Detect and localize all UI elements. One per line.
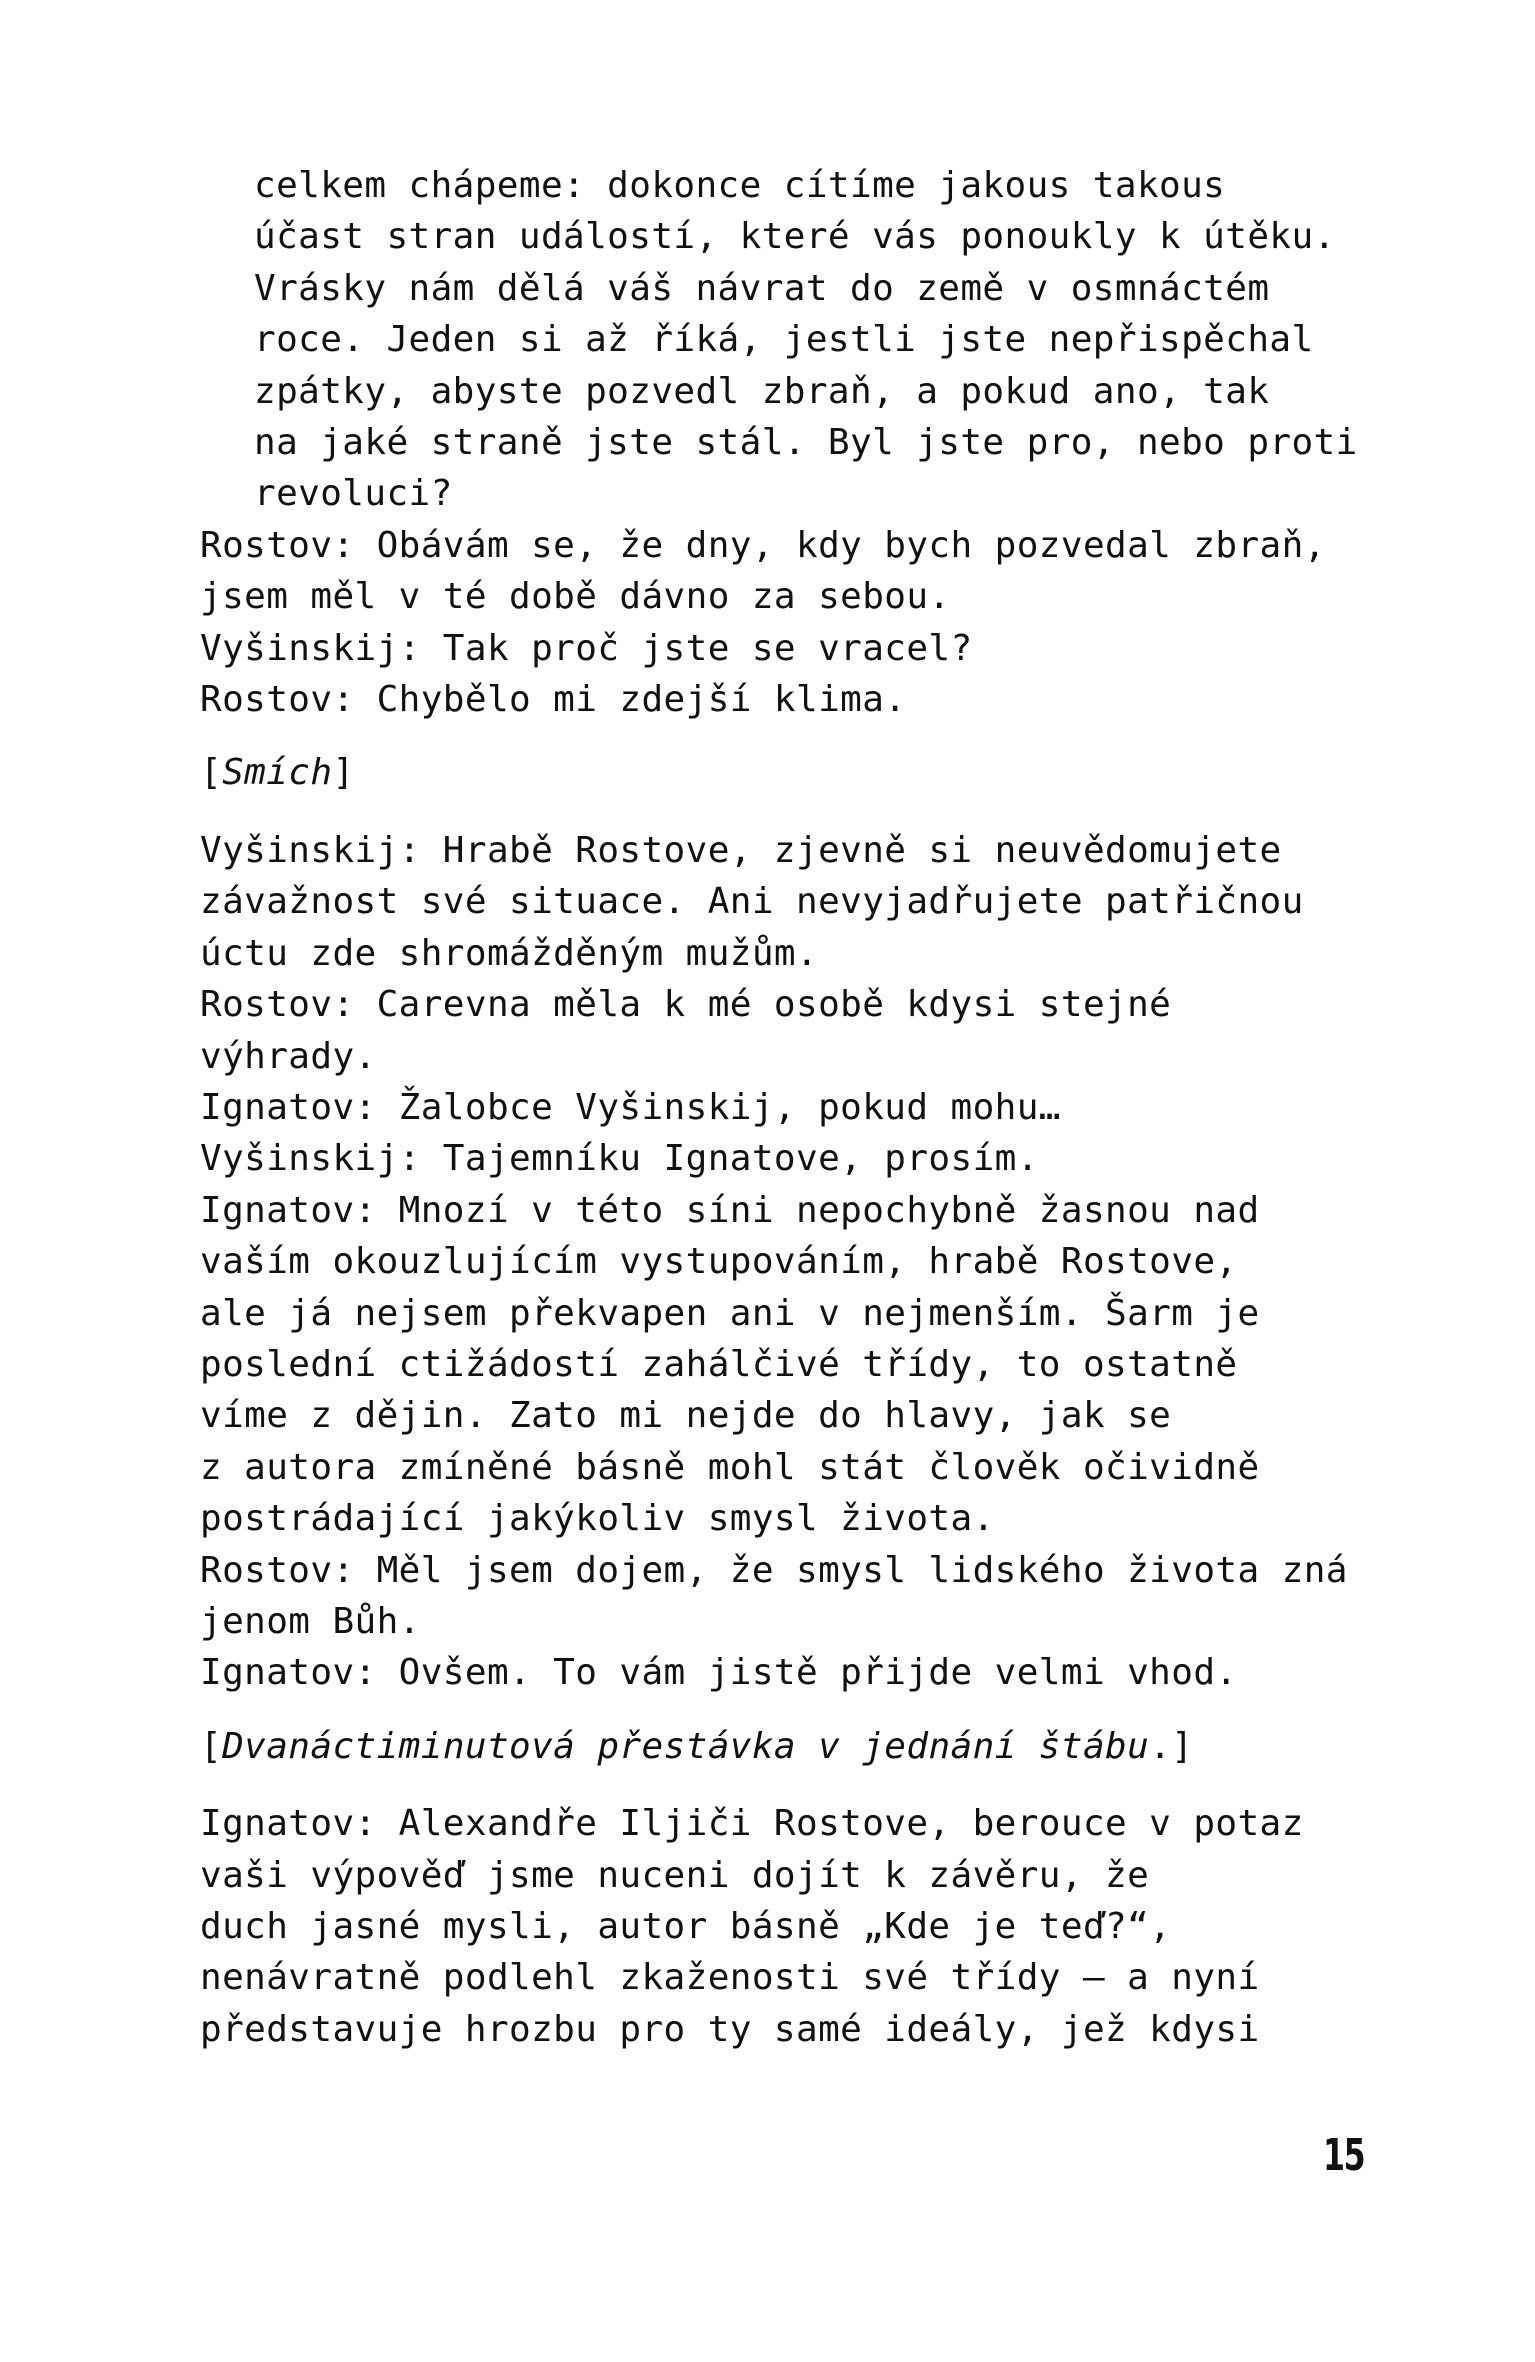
speech-line: duch jasné mysli, autor básně „Kde je teď?“, <box>200 1906 1172 1947</box>
speech-line: poslední ctižádostí zahálčivé třídy, to ostatně <box>200 1343 1238 1385</box>
speech-line: vaši výpověď jsme nuceni dojít k závěru, že <box>200 1854 1150 1896</box>
speech-line: jsem měl v té době dávno za sebou. <box>200 576 951 618</box>
speech-first-line: Rostov: Měl jsem dojem, že smysl lidského života zná <box>200 1549 1348 1591</box>
speech-vysinskij <box>200 623 1380 674</box>
text-line: účast stran událostí, které vás ponoukly k útěku. <box>254 216 1336 258</box>
text-line: celkem chápeme: dokonce cítíme jakous takous <box>254 165 1226 206</box>
bracket-close: .] <box>1149 1725 1194 1767</box>
speech-line: ale já nejsem překvapen ani v nejmenším. Šarm je <box>200 1292 1260 1334</box>
speech-rostov <box>200 979 1380 1082</box>
speech-line: představuje hrozbu pro ty samé ideály, jež kdysi <box>200 2008 1260 2050</box>
speech-ignatov <box>200 1798 1380 2055</box>
text-line: zpátky, abyste pozvedl zbraň, a pokud ano, tak <box>254 370 1270 412</box>
stage-direction-text: Smích <box>222 752 333 794</box>
speech-ignatov <box>200 1647 1380 1698</box>
speech-vysinskij <box>200 825 1380 979</box>
speech-first-line: Ignatov: Alexandře Iljiči Rostove, berouce v potaz <box>200 1803 1304 1845</box>
speech-line: víme z dějin. Zato mi nejde do hlavy, jak se <box>200 1395 1172 1437</box>
speech-line: úctu zde shromážděným mužům. <box>200 932 819 974</box>
speech-vysinskij <box>200 1133 1380 1184</box>
speech-first-line: Rostov: Obávám se, že dny, kdy bych pozvedal zbraň, <box>200 524 1326 566</box>
speech-ignatov <box>200 1185 1380 1545</box>
text-line: na jaké straně jste stál. Byl jste pro, nebo proti <box>254 422 1358 464</box>
speech-line: vaším okouzlujícím vystupováním, hrabě Rostove, <box>200 1241 1238 1283</box>
stage-direction <box>200 1721 1380 1772</box>
speech-first-line: Vyšinskij: Hrabě Rostove, zjevně si neuvědomujete <box>200 829 1282 871</box>
bracket-open: [ <box>200 1725 223 1767</box>
speech-line: z autora zmíněné básně mohl stát člověk očividně <box>200 1446 1260 1488</box>
speech-rostov <box>200 1545 1380 1648</box>
stage-direction <box>200 747 1380 798</box>
text-line: roce. Jeden si až říká, jestli jste nepřispěchal <box>254 319 1314 361</box>
speech-line: postrádající jakýkoliv smysl života. <box>200 1498 995 1540</box>
speech-first-line: Ignatov: Ovšem. To vám jistě přijde velmi vhod. <box>200 1652 1238 1694</box>
speech-ignatov <box>200 1082 1380 1133</box>
speech-rostov <box>200 674 1380 725</box>
speech-first-line: Ignatov: Žalobce Vyšinskij, pokud mohu… <box>200 1086 1061 1128</box>
bracket-open: [ <box>200 752 223 794</box>
text-line: Vrásky nám dělá váš návrat do země v osmnáctém <box>254 267 1270 309</box>
text-line: revoluci? <box>254 473 453 515</box>
speech-line: závažnost své situace. Ani nevyjadřujete patřičnou <box>200 881 1304 923</box>
speech-first-line: Rostov: Chybělo mi zdejší klima. <box>200 679 907 721</box>
speech-line: nenávratně podlehl zkaženosti své třídy – a nyní <box>200 1957 1260 1999</box>
page-number: 15 <box>1322 2130 1364 2181</box>
speech-line: výhrady. <box>200 1035 377 1077</box>
stage-direction-text: Dvanáctiminutová přestávka v jednání štábu <box>222 1725 1150 1767</box>
speech-continuation <box>200 160 1380 520</box>
page-text <box>200 160 1380 2055</box>
speech-first-line: Vyšinskij: Tak proč jste se vracel? <box>200 627 973 669</box>
speech-line: jenom Bůh. <box>200 1600 421 1642</box>
speech-rostov <box>200 520 1380 623</box>
speech-first-line: Ignatov: Mnozí v této síni nepochybně žasnou nad <box>200 1189 1260 1231</box>
speech-first-line: Vyšinskij: Tajemníku Ignatove, prosím. <box>200 1138 1039 1180</box>
speech-first-line: Rostov: Carevna měla k mé osobě kdysi stejné <box>200 984 1172 1026</box>
bracket-close: ] <box>332 752 355 794</box>
